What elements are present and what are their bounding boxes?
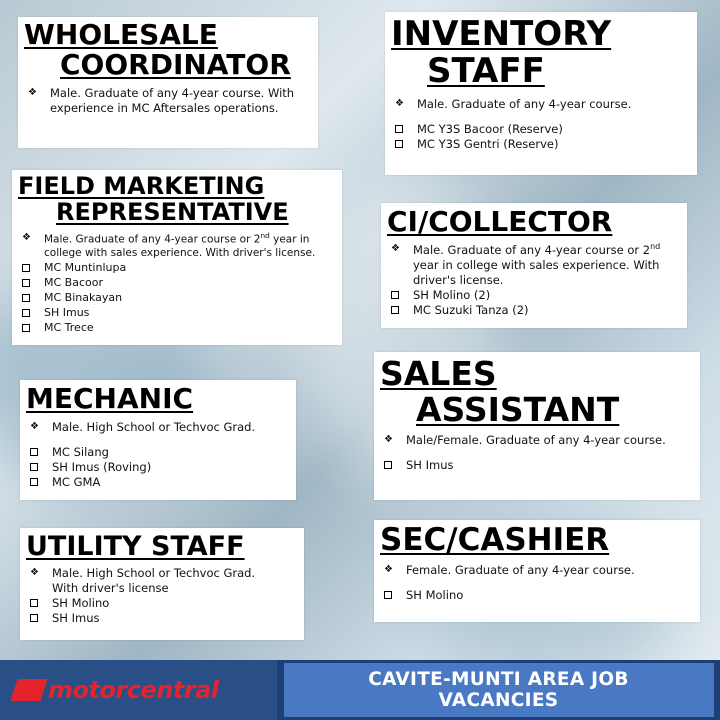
checkbox-bullet-icon (18, 306, 44, 321)
branch-list-item: MC Trece (18, 321, 336, 336)
job-card-sec-cashier (374, 520, 700, 622)
branch-list-item: MC Silang (26, 445, 290, 460)
footer-logo-panel (0, 660, 277, 720)
job-title: SEC/CASHIER (380, 522, 610, 558)
footer-banner (277, 660, 720, 720)
diamond-bullet-icon: ❖ (22, 231, 31, 243)
job-title: UTILITY STAFF (26, 531, 245, 562)
requirement-row: ❖ Male. High School or Techvoc Grad. With driver's license (26, 566, 298, 596)
checkbox-bullet-icon (18, 321, 44, 336)
requirement-row: ❖ Male/Female. Graduate of any 4-year course. (380, 433, 694, 448)
branch-list-item: MC Y3S Gentri (Reserve) (391, 137, 691, 152)
job-card-sales-assistant (374, 352, 700, 500)
branch-list-item: SH Imus (26, 611, 298, 626)
branch-list-item: MC Y3S Bacoor (Reserve) (391, 122, 691, 137)
job-title: MECHANIC (26, 382, 194, 415)
branch-list-item: SH Imus (18, 306, 336, 321)
logo-mark-icon (10, 679, 47, 701)
job-title: SALES ASSISTANT (380, 354, 620, 429)
job-card-mechanic (20, 380, 296, 500)
branch-list-item: MC Muntinlupa (18, 261, 336, 276)
job-card-ci-collector (381, 203, 687, 328)
checkbox-bullet-icon (26, 460, 52, 475)
requirement-row: ❖ Male. Graduate of any 4-year course or 2nd year in college with sales experience. With driver's license. (18, 231, 336, 261)
requirement-row: ❖ Male. Graduate of any 4-year course. With experience in MC Aftersales operations. (24, 86, 312, 116)
branch-list-item: SH Imus (380, 458, 694, 473)
requirement-row: ❖ Female. Graduate of any 4-year course. (380, 563, 694, 578)
branch-list-item: MC GMA (26, 475, 290, 490)
checkbox-bullet-icon (387, 288, 413, 303)
job-card-field-marketing-representative (12, 170, 342, 345)
branch-list-item: SH Molino (2) (387, 288, 681, 303)
requirement-row: ❖ Male. Graduate of any 4-year course. (391, 97, 691, 112)
checkbox-bullet-icon (26, 611, 52, 626)
checkbox-bullet-icon (26, 445, 52, 460)
footer-banner-text: CAVITE-MUNTI AREA JOB VACANCIES (284, 663, 714, 717)
diamond-bullet-icon: ❖ (395, 98, 404, 110)
checkbox-bullet-icon (18, 261, 44, 276)
checkbox-bullet-icon (18, 291, 44, 306)
job-card-inventory-staff (385, 12, 697, 175)
job-card-wholesale-coordinator (18, 17, 318, 148)
checkbox-bullet-icon (391, 137, 417, 152)
diamond-bullet-icon: ❖ (384, 564, 393, 576)
diamond-bullet-icon: ❖ (384, 434, 393, 446)
branch-list-item: MC Binakayan (18, 291, 336, 306)
requirement-row: ❖ Male. Graduate of any 4-year course or 2nd year in college with sales experience. With driver's license. (387, 242, 681, 288)
branch-list-item: SH Molino (26, 596, 298, 611)
branch-list-item: MC Suzuki Tanza (2) (387, 303, 681, 318)
checkbox-bullet-icon (26, 596, 52, 611)
diamond-bullet-icon: ❖ (391, 243, 400, 255)
checkbox-bullet-icon (380, 588, 406, 603)
checkbox-bullet-icon (18, 276, 44, 291)
motorcentral-logo: motorcentral (14, 676, 219, 704)
checkbox-bullet-icon (380, 458, 406, 473)
branch-list-item: SH Imus (Roving) (26, 460, 290, 475)
job-title: FIELD MARKETING REPRESENTATIVE (18, 172, 289, 226)
branch-list-item: MC Bacoor (18, 276, 336, 291)
diamond-bullet-icon: ❖ (28, 87, 37, 99)
diamond-bullet-icon: ❖ (30, 567, 39, 579)
branch-list-item: SH Molino (380, 588, 694, 603)
requirement-row: ❖ Male. High School or Techvoc Grad. (26, 420, 290, 435)
job-title: CI/COLLECTOR (387, 205, 613, 238)
job-card-utility-staff (20, 528, 304, 640)
job-title: INVENTORY STAFF (391, 14, 612, 91)
checkbox-bullet-icon (387, 303, 413, 318)
checkbox-bullet-icon (26, 475, 52, 490)
diamond-bullet-icon: ❖ (30, 421, 39, 433)
checkbox-bullet-icon (391, 122, 417, 137)
job-title: WHOLESALE COORDINATOR (24, 18, 291, 82)
